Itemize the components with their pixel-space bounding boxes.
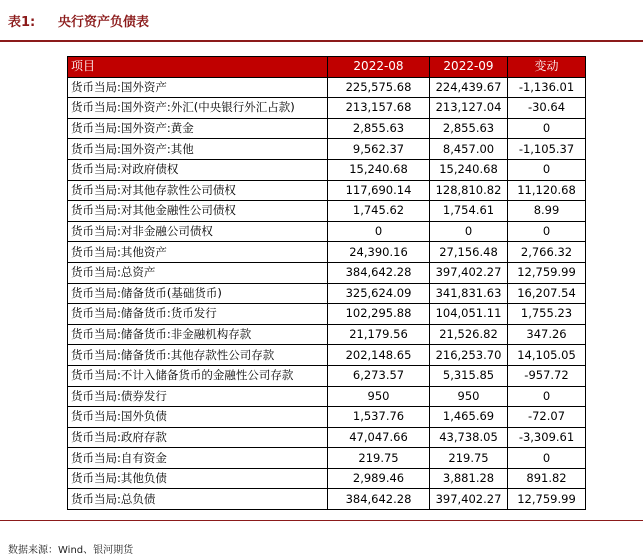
- row-sep-value: 0: [430, 221, 508, 242]
- row-sep-value: 27,156.48: [430, 242, 508, 263]
- table-row: [68, 242, 586, 263]
- row-change-value: 0: [508, 118, 586, 139]
- row-change-value: -1,136.01: [508, 77, 586, 98]
- table-row: [68, 283, 586, 304]
- row-item: 货币当局:储备货币:货币发行: [68, 304, 328, 325]
- table-row: [68, 139, 586, 160]
- row-item: 货币当局:总负债: [68, 489, 328, 510]
- table-row: [68, 345, 586, 366]
- row-sep-value: 128,810.82: [430, 180, 508, 201]
- row-change-value: -3,309.61: [508, 427, 586, 448]
- table-row: [68, 304, 586, 325]
- row-change-value: 8.99: [508, 201, 586, 222]
- row-aug-value: 2,989.46: [328, 468, 430, 489]
- caption-number: 表1:: [8, 15, 36, 30]
- row-sep-value: 397,402.27: [430, 262, 508, 283]
- row-sep-value: 213,127.04: [430, 98, 508, 119]
- balance-sheet-table: [67, 56, 586, 510]
- row-change-value: -957.72: [508, 365, 586, 386]
- row-change-value: 1,755.23: [508, 304, 586, 325]
- row-sep-value: 341,831.63: [430, 283, 508, 304]
- row-aug-value: 24,390.16: [328, 242, 430, 263]
- row-sep-value: 8,457.00: [430, 139, 508, 160]
- row-change-value: 0: [508, 448, 586, 469]
- row-aug-value: 219.75: [328, 448, 430, 469]
- row-change-value: -72.07: [508, 407, 586, 428]
- row-item: 货币当局:对政府债权: [68, 159, 328, 180]
- caption-title: 央行资产负债表: [58, 15, 150, 30]
- bottom-divider: [0, 520, 643, 521]
- row-item: 货币当局:其他负债: [68, 468, 328, 489]
- table-row: [68, 118, 586, 139]
- row-sep-value: 43,738.05: [430, 427, 508, 448]
- row-item: 货币当局:对非金融公司债权: [68, 221, 328, 242]
- row-change-value: 0: [508, 221, 586, 242]
- table-row: [68, 324, 586, 345]
- row-sep-value: 21,526.82: [430, 324, 508, 345]
- header-sep: 2022-09: [430, 57, 508, 78]
- header-item: 项目: [68, 57, 328, 78]
- row-sep-value: 950: [430, 386, 508, 407]
- header-change: 变动: [508, 57, 586, 78]
- row-aug-value: 1,745.62: [328, 201, 430, 222]
- row-item: 货币当局:总资产: [68, 262, 328, 283]
- row-change-value: 16,207.54: [508, 283, 586, 304]
- table-row: [68, 180, 586, 201]
- row-change-value: -1,105.37: [508, 139, 586, 160]
- row-change-value: 11,120.68: [508, 180, 586, 201]
- row-item: 货币当局:对其他金融性公司债权: [68, 201, 328, 222]
- row-item: 货币当局:储备货币:其他存款性公司存款: [68, 345, 328, 366]
- row-aug-value: 1,537.76: [328, 407, 430, 428]
- row-sep-value: 216,253.70: [430, 345, 508, 366]
- table-row: [68, 159, 586, 180]
- row-aug-value: 950: [328, 386, 430, 407]
- row-aug-value: 6,273.57: [328, 365, 430, 386]
- row-sep-value: 224,439.67: [430, 77, 508, 98]
- table-row: [68, 386, 586, 407]
- table-row: [68, 98, 586, 119]
- row-change-value: 12,759.99: [508, 262, 586, 283]
- table-row: [68, 448, 586, 469]
- row-aug-value: 384,642.28: [328, 489, 430, 510]
- row-item: 货币当局:不计入储备货币的金融性公司存款: [68, 365, 328, 386]
- row-aug-value: 384,642.28: [328, 262, 430, 283]
- table-row: [68, 262, 586, 283]
- row-aug-value: 2,855.63: [328, 118, 430, 139]
- row-aug-value: 325,624.09: [328, 283, 430, 304]
- row-aug-value: 0: [328, 221, 430, 242]
- row-aug-value: 117,690.14: [328, 180, 430, 201]
- row-aug-value: 47,047.66: [328, 427, 430, 448]
- data-source-note: 数据来源：Wind、银河期货: [8, 545, 134, 556]
- row-sep-value: 3,881.28: [430, 468, 508, 489]
- row-sep-value: 397,402.27: [430, 489, 508, 510]
- row-sep-value: 2,855.63: [430, 118, 508, 139]
- row-change-value: 2,766.32: [508, 242, 586, 263]
- row-sep-value: 104,051.11: [430, 304, 508, 325]
- row-aug-value: 15,240.68: [328, 159, 430, 180]
- table-row: [68, 468, 586, 489]
- row-aug-value: 202,148.65: [328, 345, 430, 366]
- row-change-value: -30.64: [508, 98, 586, 119]
- row-item: 货币当局:国外资产: [68, 77, 328, 98]
- header-aug: 2022-08: [328, 57, 430, 78]
- row-sep-value: 1,465.69: [430, 407, 508, 428]
- top-divider: [0, 40, 643, 42]
- row-aug-value: 225,575.68: [328, 77, 430, 98]
- row-item: 货币当局:其他资产: [68, 242, 328, 263]
- row-item: 货币当局:国外资产:黄金: [68, 118, 328, 139]
- row-item: 货币当局:债券发行: [68, 386, 328, 407]
- table-caption: [8, 11, 149, 30]
- row-aug-value: 21,179.56: [328, 324, 430, 345]
- row-aug-value: 213,157.68: [328, 98, 430, 119]
- row-item: 货币当局:国外资产:外汇(中央银行外汇占款): [68, 98, 328, 119]
- row-aug-value: 102,295.88: [328, 304, 430, 325]
- row-sep-value: 219.75: [430, 448, 508, 469]
- row-aug-value: 9,562.37: [328, 139, 430, 160]
- row-sep-value: 5,315.85: [430, 365, 508, 386]
- row-item: 货币当局:对其他存款性公司债权: [68, 180, 328, 201]
- row-item: 货币当局:自有资金: [68, 448, 328, 469]
- row-change-value: 347.26: [508, 324, 586, 345]
- row-sep-value: 15,240.68: [430, 159, 508, 180]
- row-item: 货币当局:国外负债: [68, 407, 328, 428]
- table-row: [68, 407, 586, 428]
- row-change-value: 891.82: [508, 468, 586, 489]
- table-row: [68, 365, 586, 386]
- table-row: [68, 427, 586, 448]
- row-change-value: 12,759.99: [508, 489, 586, 510]
- row-sep-value: 1,754.61: [430, 201, 508, 222]
- row-item: 货币当局:国外资产:其他: [68, 139, 328, 160]
- table-row: [68, 489, 586, 510]
- row-change-value: 0: [508, 159, 586, 180]
- row-item: 货币当局:政府存款: [68, 427, 328, 448]
- table-row: [68, 221, 586, 242]
- table-row: [68, 77, 586, 98]
- table-row: [68, 201, 586, 222]
- table-header-row: [68, 57, 586, 78]
- row-item: 货币当局:储备货币:非金融机构存款: [68, 324, 328, 345]
- row-change-value: 0: [508, 386, 586, 407]
- row-item: 货币当局:储备货币(基础货币): [68, 283, 328, 304]
- row-change-value: 14,105.05: [508, 345, 586, 366]
